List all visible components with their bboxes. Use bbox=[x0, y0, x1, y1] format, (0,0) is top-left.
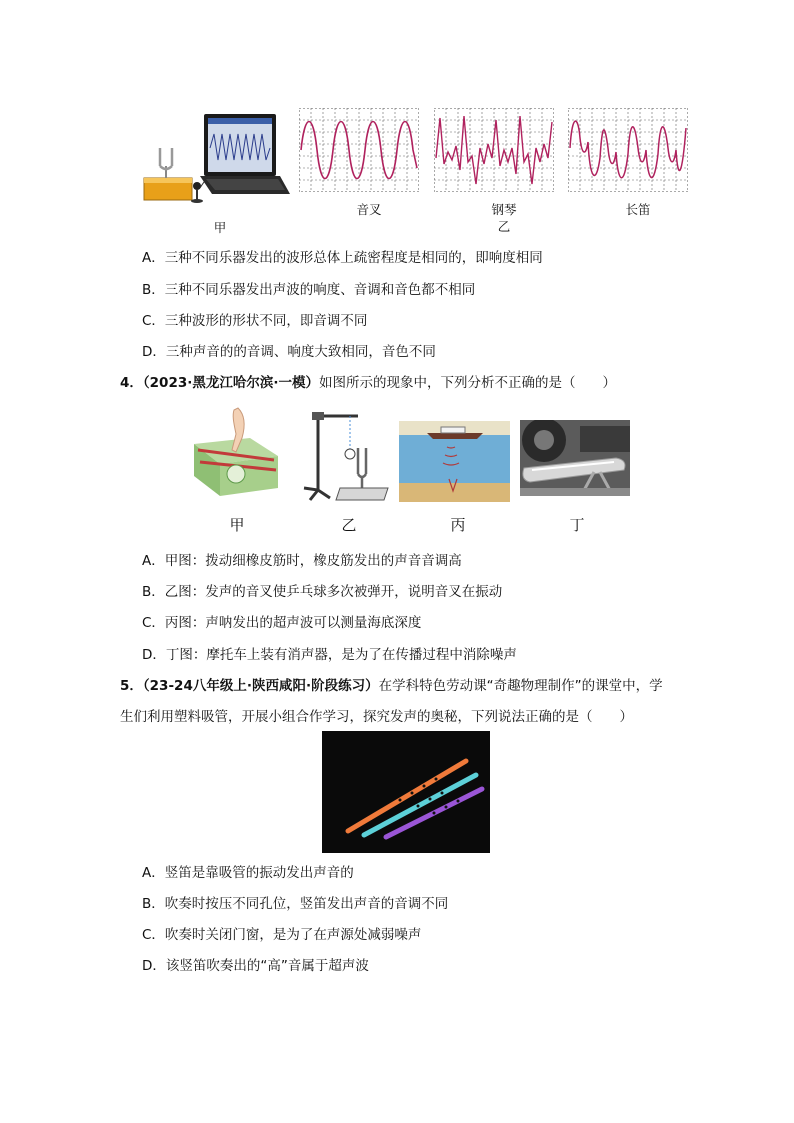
caption-tuning-fork: 音叉 bbox=[356, 202, 382, 217]
q3-option-d: D．三种声音的的音调、响度大致相同，音色不同 bbox=[142, 344, 436, 360]
q5-option-d: D．该竖笛吹奏出的“高”音属于超声波 bbox=[142, 958, 369, 974]
q4-figure-jia bbox=[190, 404, 282, 498]
q4-option-b: B．乙图：发声的音叉使乒乓球多次被弹开，说明音叉在振动 bbox=[142, 584, 503, 600]
q4-option-d: D．丁图：摩托车上装有消声器，是为了在传播过程中消除噪声 bbox=[142, 647, 517, 663]
label-jia-fig1: 甲 bbox=[213, 220, 227, 235]
q5-figure-straw-flutes bbox=[322, 731, 490, 853]
q4-figure-yi bbox=[300, 408, 392, 502]
q4-option-a: A．甲图：拨动细橡皮筋时，橡皮筋发出的声音音调高 bbox=[142, 553, 462, 569]
caption-piano: 钢琴 bbox=[491, 202, 517, 217]
q3-option-c: C．三种波形的形状不同，即音调不同 bbox=[142, 313, 368, 329]
q3-option-b: B．三种不同乐器发出声波的响度、音调和音色都不相同 bbox=[142, 282, 476, 298]
q3-option-a: A．三种不同乐器发出的波形总体上疏密程度是相同的，即响度相同 bbox=[142, 250, 543, 266]
label-yi-fig1: 乙 bbox=[497, 219, 511, 234]
q4-label-ding: 丁 bbox=[569, 516, 585, 534]
waveform-tuning-fork bbox=[299, 108, 419, 192]
q4-label-jia: 甲 bbox=[229, 516, 245, 534]
q5-stem-text-1: 在学科特色劳动课“奇趣物理制作”的课堂中，学 bbox=[378, 678, 663, 694]
q4-figure-ding bbox=[520, 420, 630, 496]
q4-stem bbox=[120, 374, 616, 392]
q4-source: （2023·黑龙江哈尔滨·一模） bbox=[142, 375, 319, 391]
q4-option-c: C．丙图：声呐发出的超声波可以测量海底深度 bbox=[142, 615, 422, 631]
q5-number: 5． bbox=[120, 678, 143, 694]
q5-source: （23-24八年级上·陕西咸阳·阶段练习） bbox=[142, 678, 379, 694]
q5-option-c: C．吹奏时关闭门窗，是为了在声源处减弱噪声 bbox=[142, 927, 422, 943]
waveform-piano bbox=[434, 108, 554, 192]
caption-flute: 长笛 bbox=[625, 202, 651, 217]
q5-option-a: A．竖笛是靠吸管的振动发出声音的 bbox=[142, 865, 354, 881]
q4-label-yi: 乙 bbox=[341, 516, 357, 534]
q4-number: 4． bbox=[120, 375, 143, 391]
q4-label-bing: 丙 bbox=[450, 516, 466, 534]
q5-option-b: B．吹奏时按压不同孔位，竖笛发出声音的音调不同 bbox=[142, 896, 449, 912]
waveform-flute bbox=[568, 108, 688, 192]
q5-stem-line2: 生们利用塑料吸管，开展小组合作学习，探究发声的奥秘，下列说法正确的是（ ） bbox=[120, 709, 633, 725]
fig1-apparatus-image bbox=[140, 108, 292, 204]
q5-stem-line1 bbox=[120, 677, 663, 695]
q4-stem-text: 如图所示的现象中，下列分析不正确的是（ ） bbox=[319, 375, 616, 391]
q4-figure-bing bbox=[399, 421, 510, 502]
